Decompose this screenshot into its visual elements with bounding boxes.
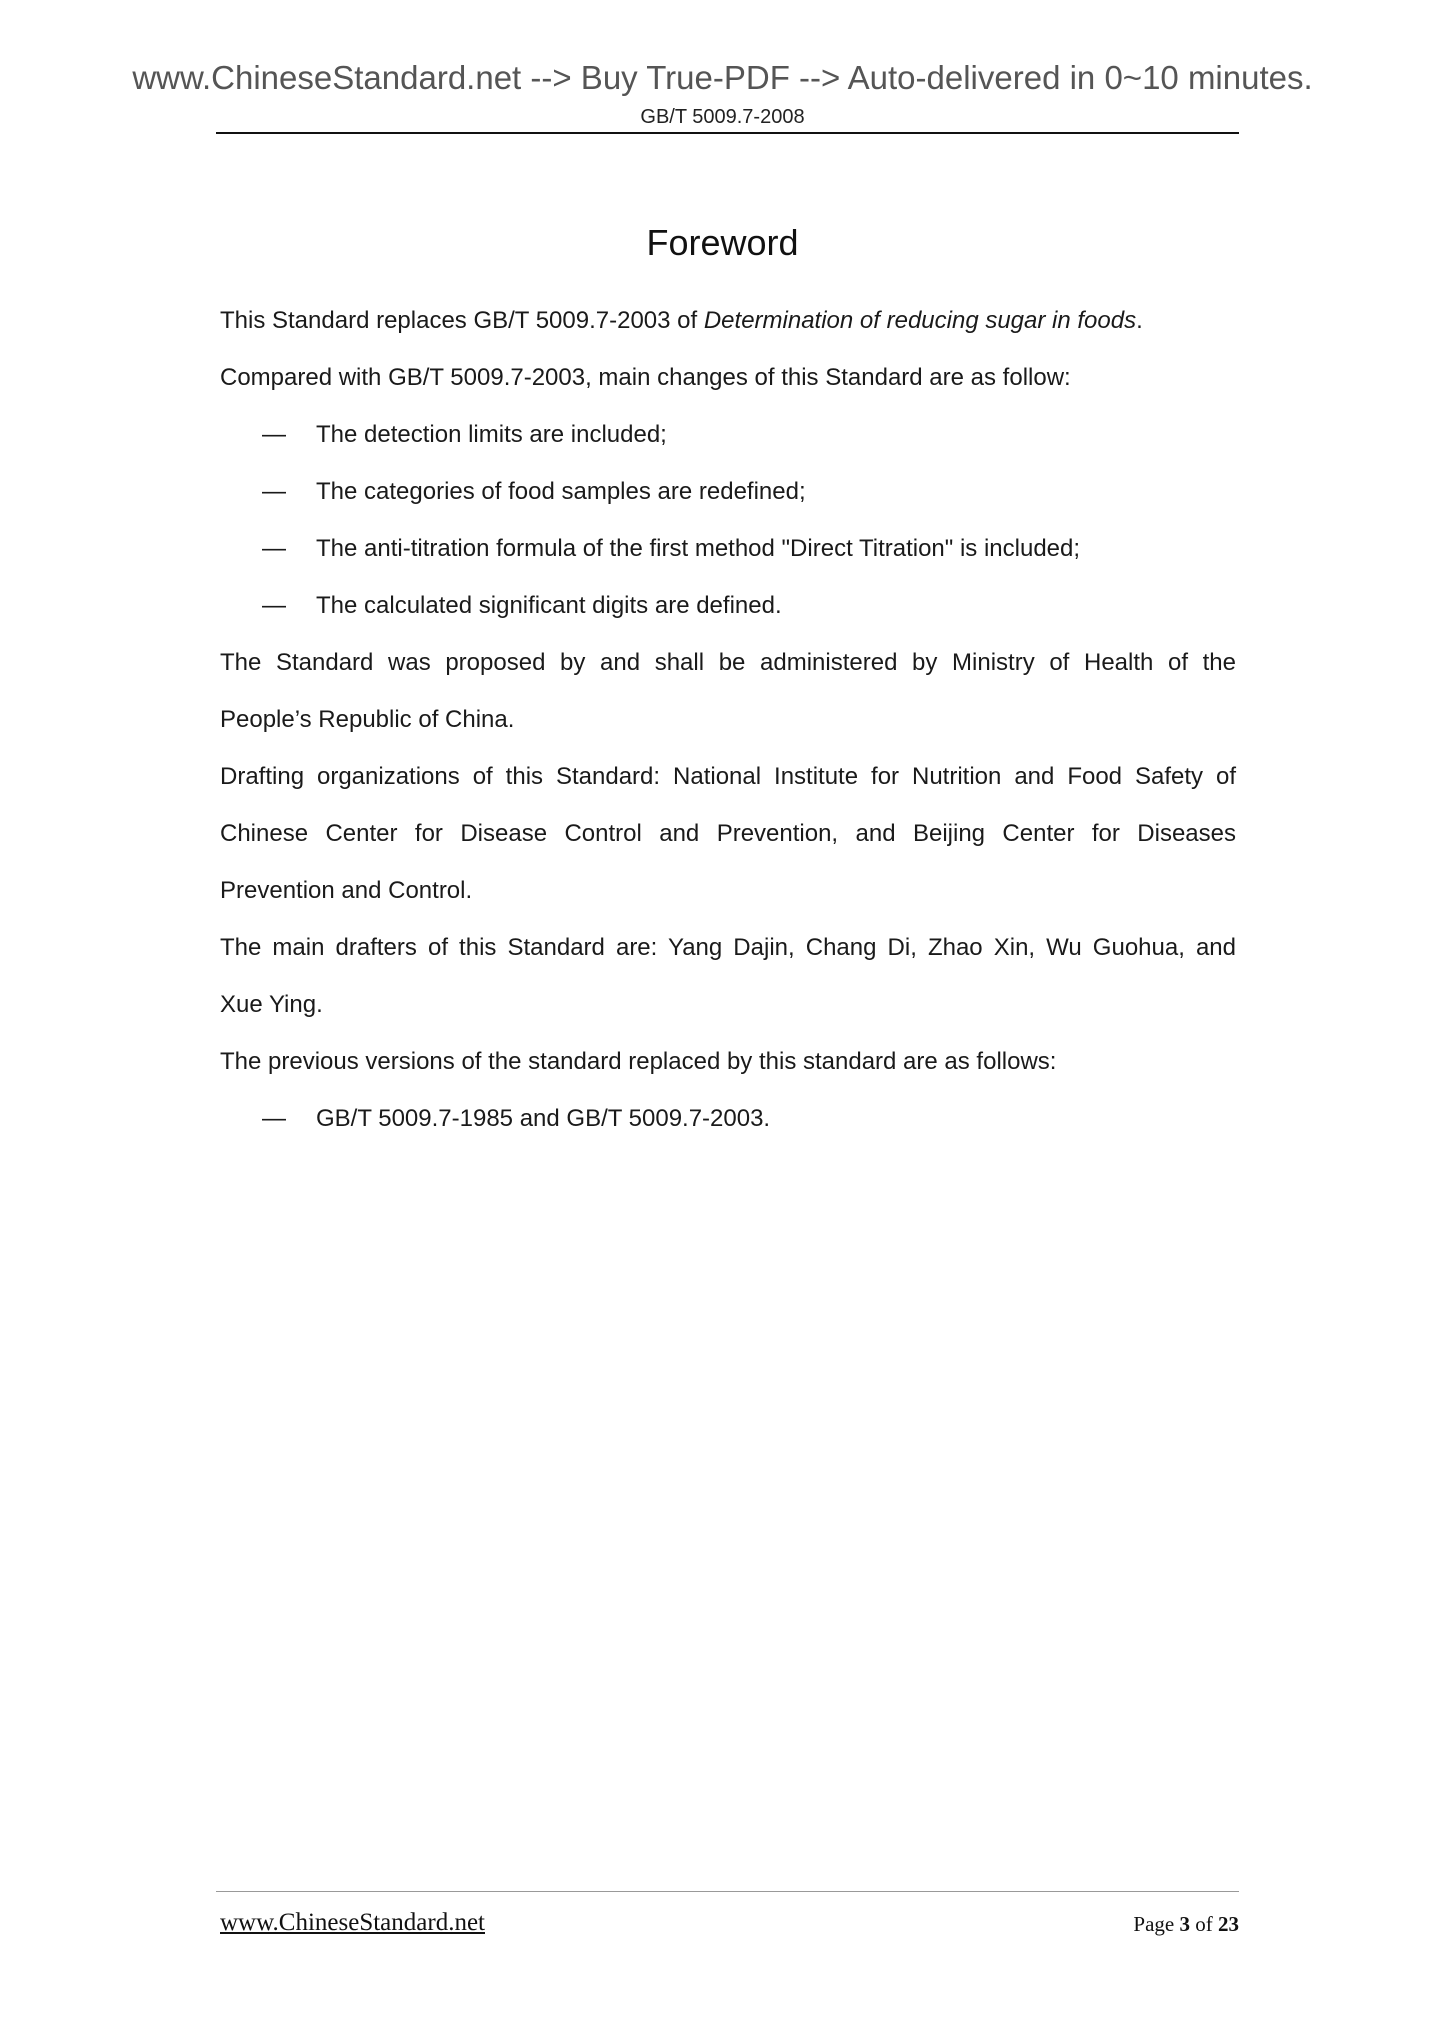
paragraph-replaces-suffix: . [1136, 307, 1143, 334]
list-item-text: GB/T 5009.7-1985 and GB/T 5009.7-2003. [316, 1105, 771, 1132]
page-of: of [1195, 1912, 1213, 1936]
dash-bullet: — [262, 1105, 286, 1132]
list-item [220, 520, 1236, 577]
standard-code-header: GB/T 5009.7-2008 [640, 106, 805, 128]
dash-bullet: — [262, 592, 286, 619]
list-item [220, 577, 1236, 634]
list-item [220, 1090, 1236, 1147]
list-item [220, 406, 1236, 463]
list-item-text: The detection limits are included; [316, 421, 667, 448]
paragraph-drafting-line2: Chinese Center for Disease Control and Prevention, and Beijing Center for Diseases [220, 820, 1236, 847]
footer-site-link[interactable]: www.ChineseStandard.net [220, 1909, 485, 1936]
list-item-text: The calculated significant digits are defined. [316, 592, 782, 619]
dash-bullet: — [262, 478, 286, 505]
list-item [220, 463, 1236, 520]
page-current: 3 [1179, 1912, 1190, 1936]
foreword-body [220, 292, 1236, 1147]
paragraph-replaces [220, 292, 1236, 349]
list-item-text: The categories of food samples are redefined; [316, 478, 806, 505]
page-number [1133, 1909, 1239, 1939]
paragraph-drafters-line1: The main drafters of this Standard are: Yang Dajin, Chang Di, Zhao Xin, Wu Guohua, and [220, 934, 1236, 961]
paragraph-replaces-prefix: This Standard replaces GB/T 5009.7-2003 of [220, 307, 704, 334]
dash-bullet: — [262, 421, 286, 448]
page-total: 23 [1218, 1912, 1239, 1936]
page-title: Foreword [646, 222, 799, 263]
paragraph-drafting-line3: Prevention and Control. [220, 877, 473, 904]
page-word: Page [1133, 1912, 1175, 1936]
paragraph-proposed-line1: The Standard was proposed by and shall be administered by Ministry of Health of the [220, 649, 1236, 676]
paragraph-proposed-line2: People’s Republic of China. [220, 706, 515, 733]
paragraph-drafters-line2: Xue Ying. [220, 991, 323, 1018]
footer-rule [216, 1891, 1239, 1892]
paragraph-changes-intro: Compared with GB/T 5009.7-2003, main changes of this Standard are as follow: [220, 364, 1071, 391]
list-item-text: The anti-titration formula of the first method "Direct Titration" is included; [316, 535, 1081, 562]
header-rule [216, 132, 1239, 134]
dash-bullet: — [262, 535, 286, 562]
paragraph-drafting-line1: Drafting organizations of this Standard: National Institute for Nutrition and Food Safety of [220, 763, 1236, 790]
paragraph-previous-versions: The previous versions of the standard replaced by this standard are as follows: [220, 1048, 1057, 1075]
top-banner[interactable]: www.ChineseStandard.net --> Buy True-PDF --> Auto-delivered in 0~10 minutes. [132, 59, 1313, 96]
replaced-standard-title: Determination of reducing sugar in foods [703, 307, 1137, 334]
